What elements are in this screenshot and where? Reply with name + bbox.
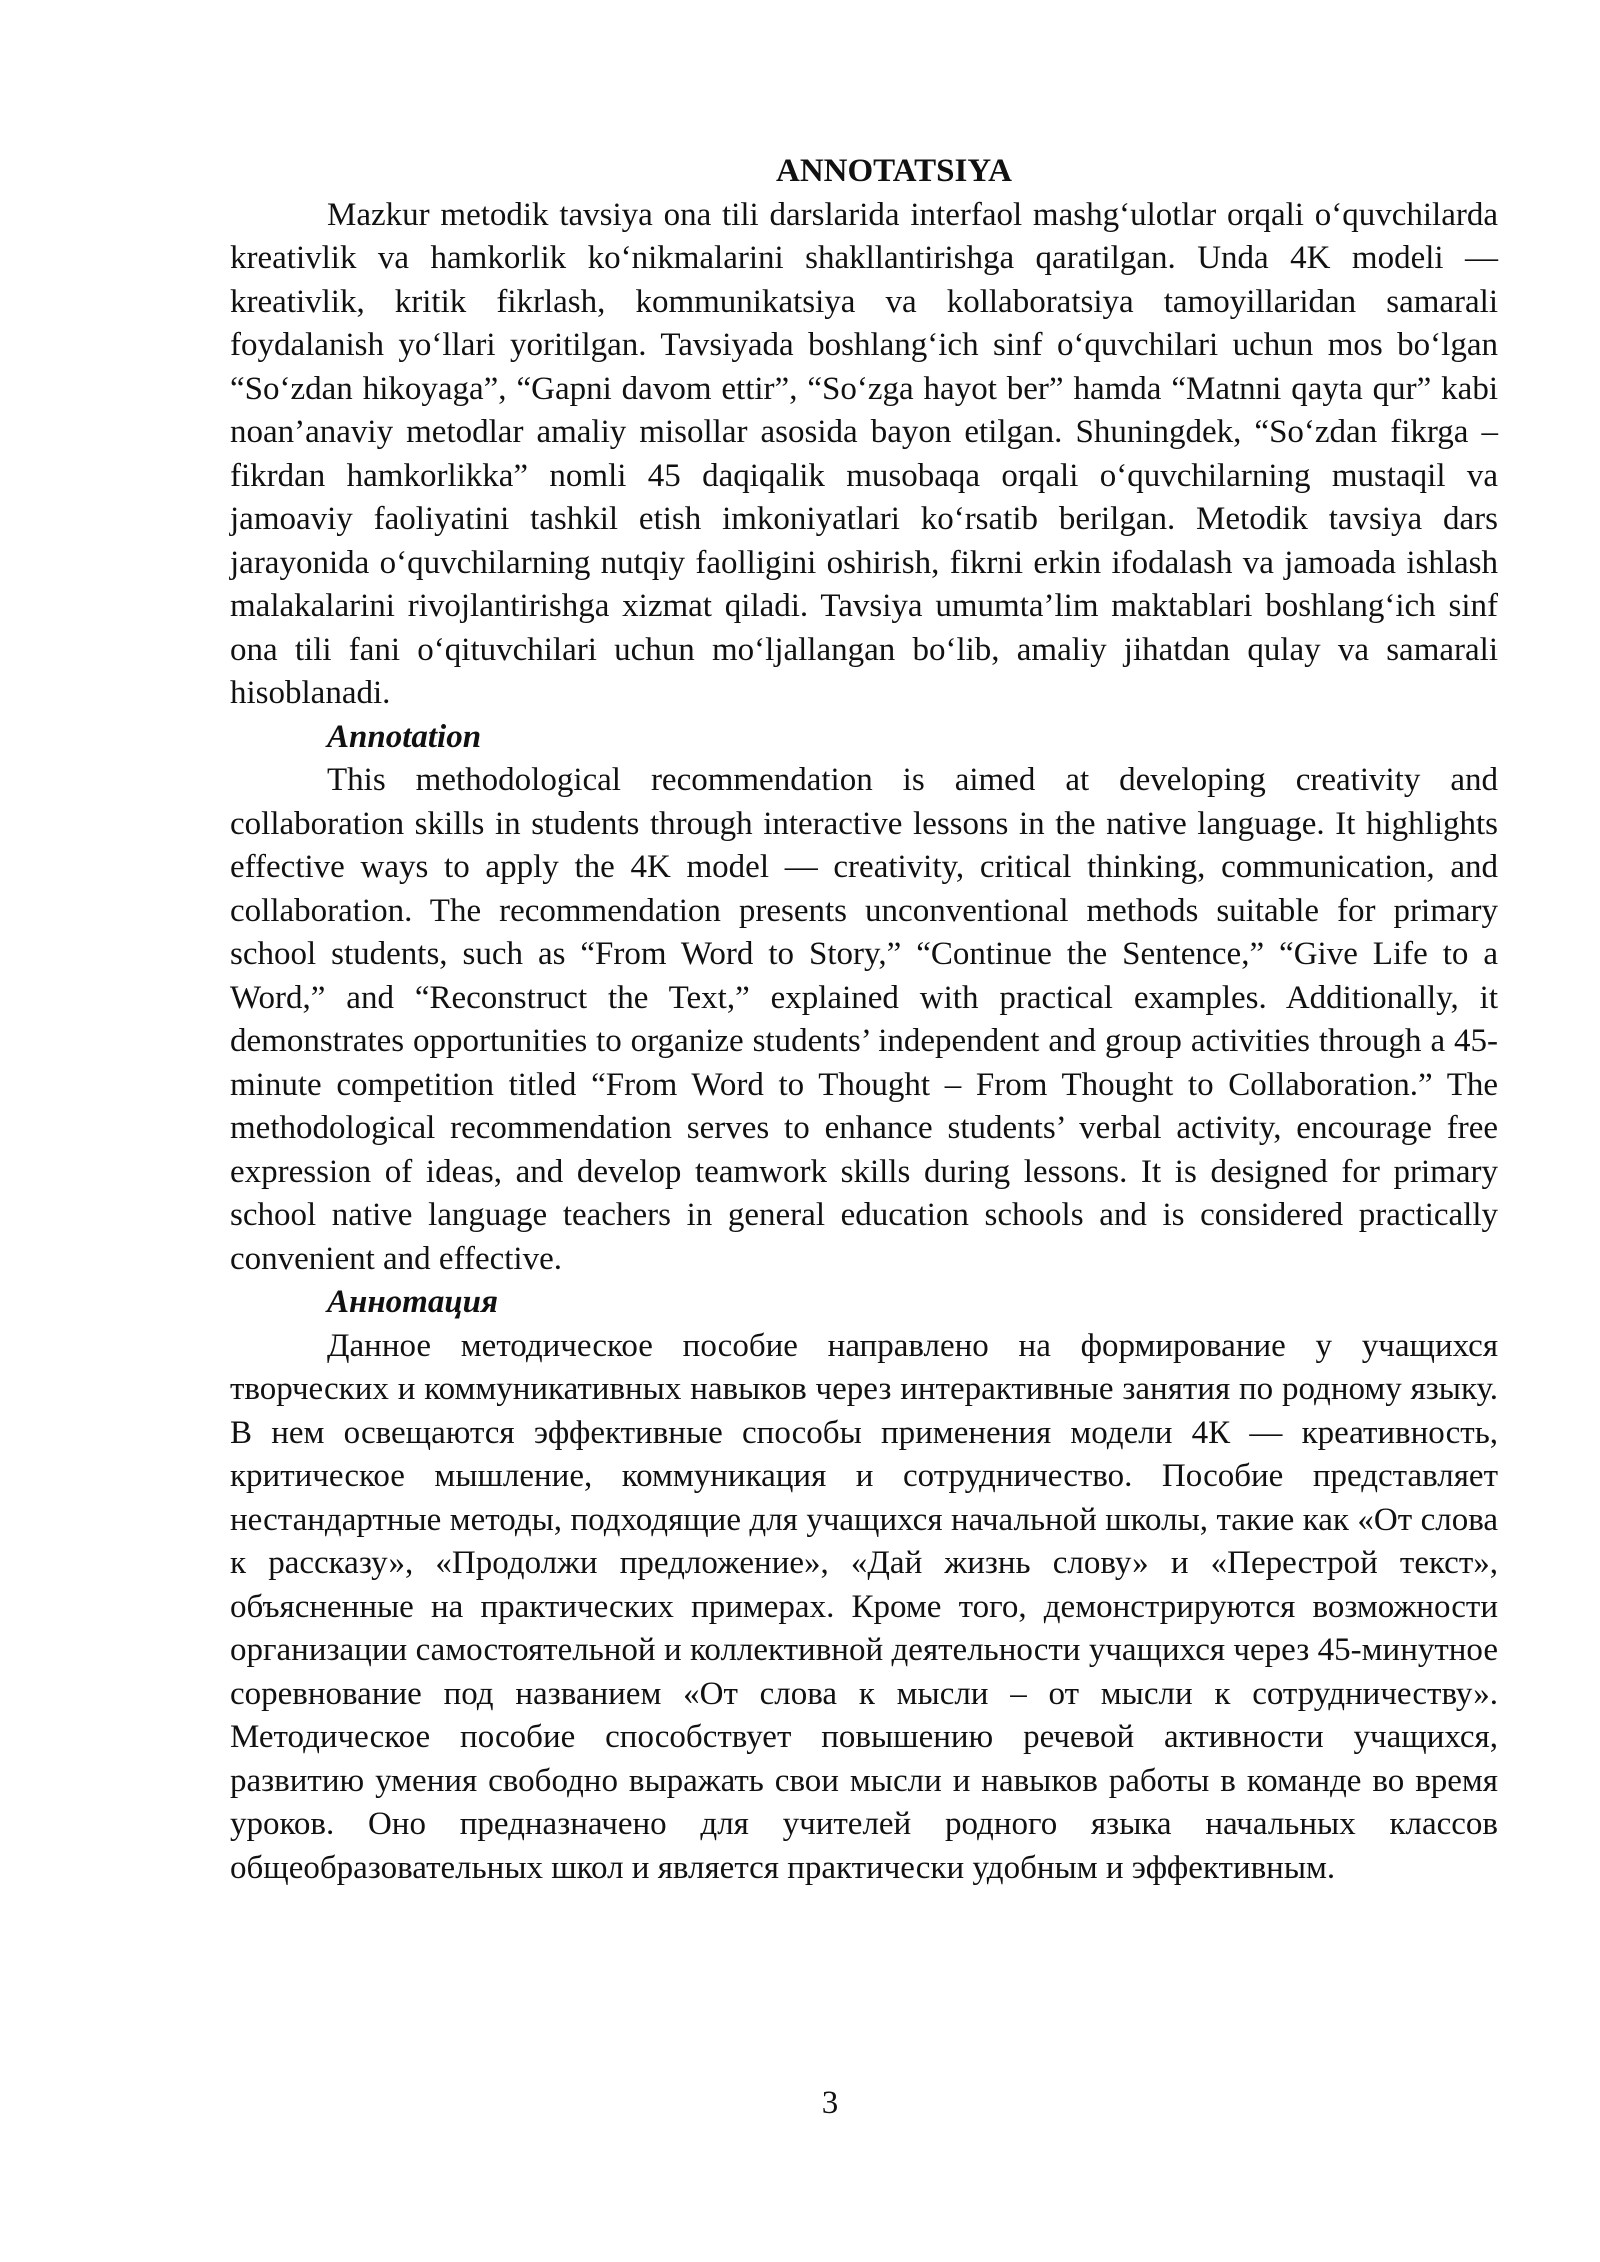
russian-annotation-heading: Аннотация xyxy=(327,1284,499,1320)
russian-annotation-paragraph: Данное методическое пособие направлено на формирование у учащихся творческих и коммуникативных навыков через интерактивные занятия по родному языку. В нем освещаются эффективные способы применения модели 4К — креативность, критическое мышление, коммуникация и сотрудничество. Пособие представляет нестандартные методы, подходящие для учащихся начальной школы, такие как «От слова к рассказу», «Продолжи предложение», «Дай жизнь слову» и «Перестрой текст», объясненные на практических примерах. Кроме того, демонстрируются возможности организации самостоятельной и коллективной деятельности учащихся через 45-минутное соревнование под названием «От слова к мысли – от мысли к сотрудничеству». Методическое пособие способствует повышению речевой активности учащихся, развитию умения свободно выражать свои мысли и навыков работы в команде во время уроков. Оно предназначено для учителей родного языка начальных классов общеобразовательных школ и является практически удобным и эффективным. xyxy=(230,1327,1498,1886)
document-page xyxy=(230,150,1498,1890)
document-title: ANNOTATSIYA xyxy=(776,153,1012,189)
uzbek-annotation-paragraph: Mazkur metodik tavsiya ona tili darslarida interfaol mashg‘ulotlar orqali o‘quvchilarda kreativlik va hamkorlik ko‘nikmalarini shakllantirishga qaratilgan. Unda 4K modeli — kreativlik, kritik fikrlash, kommunikatsiya va kollaboratsiya tamoyillaridan samarali foydalanish yo‘llari yoritilgan. Tavsiyada boshlang‘ich sinf o‘quvchilari uchun mos bo‘lgan “So‘zdan hikoyaga”, “Gapni davom ettir”, “So‘zga hayot ber” hamda “Matnni qayta qur” kabi noan’anaviy metodlar amaliy misollar asosida bayon etilgan. Shuningdek, “So‘zdan fikrga – fikrdan hamkorlikka” nomli 45 daqiqalik musobaqa orqali o‘quvchilarning mustaqil va jamoaviy faoliyatini tashkil etish imkoniyatlari ko‘rsatib berilgan. Metodik tavsiya dars jarayonida o‘quvchilarning nutqiy faolligini oshirish, fikrni erkin ifodalash va jamoada ishlash malakalarini rivojlantirishga xizmat qiladi. Tavsiya umumta’lim maktablari boshlang‘ich sinf ona tili fani o‘qituvchilari uchun mo‘ljallangan bo‘lib, amaliy jihatdan qulay va samarali hisoblanadi. xyxy=(230,196,1498,711)
english-annotation-paragraph: This methodological recommendation is aimed at developing creativity and collaboration skills in students through interactive lessons in the native language. It highlights effective ways to apply the 4K model — creativity, critical thinking, communication, and collaboration. The recommendation presents unconventional methods suitable for primary school students, such as “From Word to Story,” “Continue the Sentence,” “Give Life to a Word,” and “Reconstruct the Text,” explained with practical examples. Additionally, it demonstrates opportunities to organize students’ independent and group activities through a 45-minute competition titled “From Word to Thought – From Thought to Collaboration.” The methodological recommendation serves to enhance students’ verbal activity, encourage free expression of ideas, and develop teamwork skills during lessons. It is designed for primary school native language teachers in general education schools and is considered practically convenient and effective. xyxy=(230,762,1498,1277)
page-number: 3 xyxy=(821,2085,839,2121)
english-annotation-heading: Annotation xyxy=(327,718,482,755)
